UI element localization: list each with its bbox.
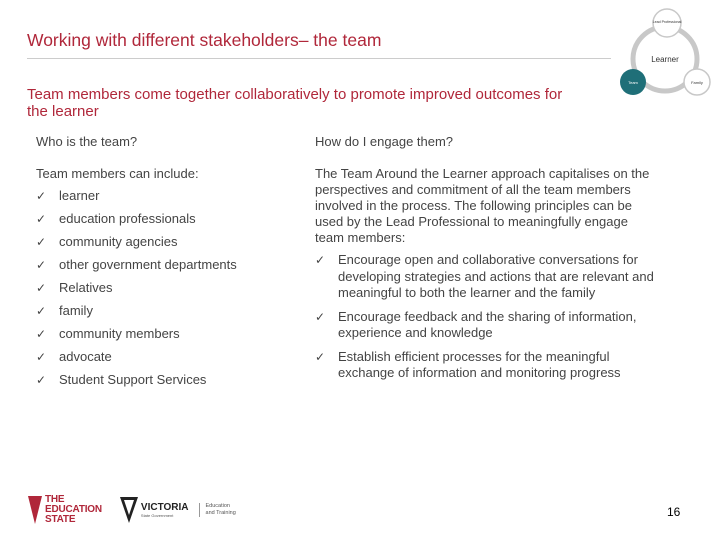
list-item: ✓ Encourage open and collaborative conversations for developing strategies and actions that are relevant and meaningful to both the learner and the family bbox=[315, 252, 654, 300]
diagram-node-left-label: Team bbox=[628, 80, 638, 85]
engagement-principles-list bbox=[315, 252, 660, 382]
title-divider bbox=[27, 58, 611, 59]
diagram-node-right-label: Family bbox=[691, 80, 703, 85]
slide-subtitle: Team members come together collaboratively to promote improved outcomes for the learner bbox=[27, 86, 563, 120]
right-column-heading: How do I engage them? bbox=[315, 134, 454, 149]
diagram-node-top-label: Lead Professional bbox=[652, 20, 682, 24]
list-item: ✓ other government departments bbox=[36, 257, 237, 272]
footer-logos bbox=[28, 494, 236, 526]
check-icon: ✓ bbox=[36, 350, 47, 364]
list-item: ✓ Relatives bbox=[36, 280, 113, 295]
department-label: Education and Training bbox=[199, 503, 236, 517]
check-icon: ✓ bbox=[315, 349, 326, 364]
slide-title: Working with different stakeholders– the team bbox=[27, 30, 382, 50]
check-icon: ✓ bbox=[36, 189, 47, 203]
team-member-list bbox=[36, 188, 296, 395]
education-state-logo: THE EDUCATION STATE bbox=[28, 495, 102, 525]
check-icon: ✓ bbox=[315, 309, 326, 324]
left-column-intro: Team members can include: bbox=[36, 166, 199, 181]
page-number: 16 bbox=[667, 505, 681, 519]
check-icon: ✓ bbox=[36, 235, 47, 249]
team-around-learner-diagram bbox=[608, 6, 720, 102]
list-item: ✓ Encourage feedback and the sharing of information, experience and knowledge bbox=[315, 308, 637, 340]
check-icon: ✓ bbox=[36, 327, 47, 341]
list-item: ✓ learner bbox=[36, 188, 100, 203]
check-icon: ✓ bbox=[36, 304, 47, 318]
how-do-i-engage-column bbox=[315, 134, 660, 389]
who-is-the-team-column bbox=[36, 134, 296, 395]
victoria-state-government-logo: VICTORIA State Government bbox=[120, 497, 189, 523]
education-state-mark-icon bbox=[28, 496, 42, 524]
check-icon: ✓ bbox=[36, 373, 47, 387]
left-column-heading: Who is the team? bbox=[36, 134, 138, 149]
check-icon: ✓ bbox=[315, 253, 326, 267]
diagram-graphic bbox=[608, 6, 720, 102]
list-item: ✓ Student Support Services bbox=[36, 372, 207, 387]
list-item: ✓ education professionals bbox=[36, 211, 196, 226]
diagram-center-label: Learner bbox=[651, 55, 679, 64]
list-item: ✓ Establish efficient processes for the meaningful exchange of information and monitoring progress bbox=[315, 348, 621, 380]
list-item: ✓ community members bbox=[36, 326, 180, 341]
right-column-intro: The Team Around the Learner approach capitalises on the perspectives and commitment of all the team members involved in the process. The following principles can be used by the Lead Professional to meaningfully engage team members: bbox=[315, 166, 650, 245]
list-item: ✓ advocate bbox=[36, 349, 112, 364]
check-icon: ✓ bbox=[36, 281, 47, 295]
victoria-mark-icon bbox=[120, 497, 138, 523]
check-icon: ✓ bbox=[36, 212, 47, 226]
list-item: ✓ family bbox=[36, 303, 93, 318]
list-item: ✓ community agencies bbox=[36, 234, 178, 249]
check-icon: ✓ bbox=[36, 258, 47, 272]
